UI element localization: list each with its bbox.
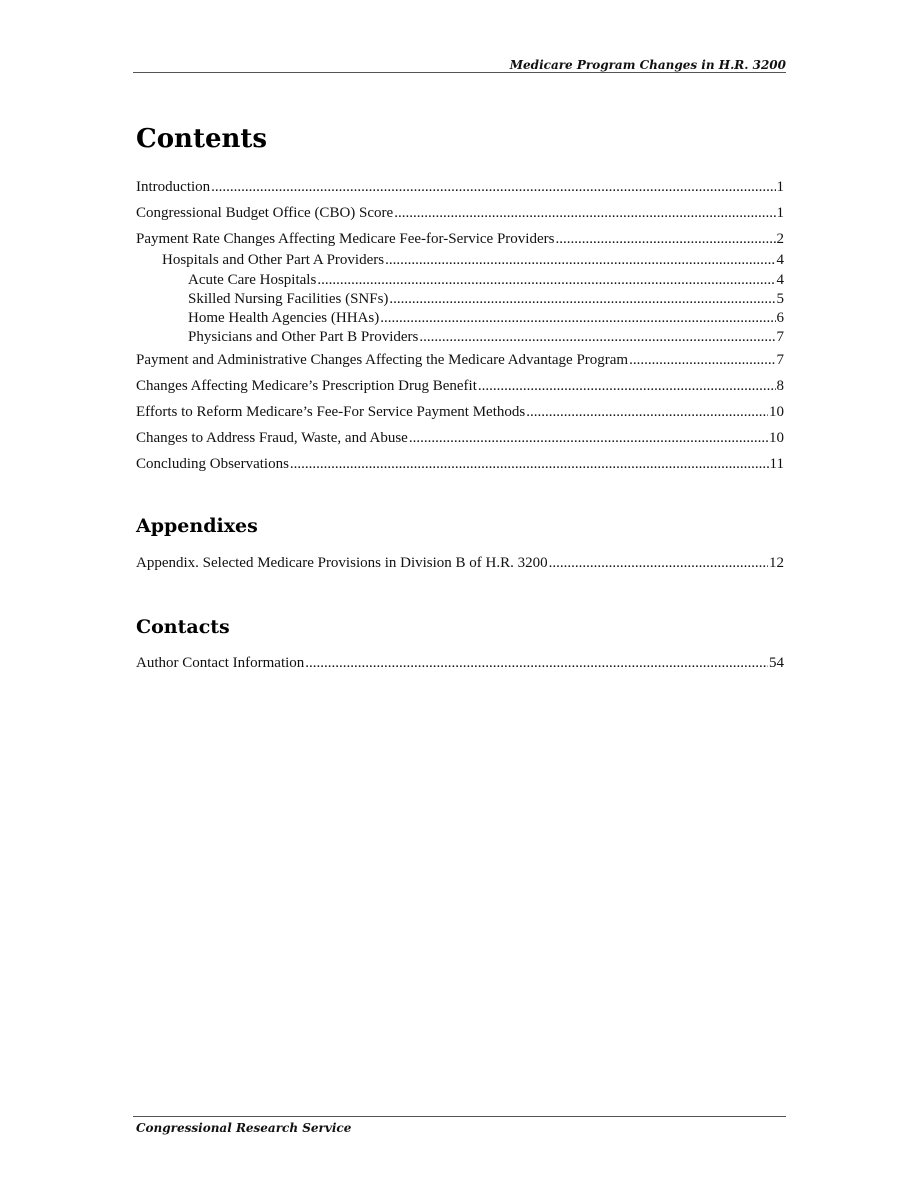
toc-entry-page: 7	[776, 352, 784, 368]
toc-entry[interactable]	[136, 429, 784, 455]
contacts-list	[136, 654, 784, 680]
toc-entry-title: Payment Rate Changes Affecting Medicare Fee-for-Service Providers	[136, 231, 555, 247]
toc-entry[interactable]	[136, 204, 784, 230]
dot-leader	[290, 455, 769, 473]
toc-entry[interactable]	[136, 403, 784, 429]
toc-entry[interactable]	[136, 230, 784, 251]
dot-leader	[629, 351, 775, 369]
toc-entry-page: 4	[776, 252, 784, 268]
toc-entry-title: Author Contact Information	[136, 655, 305, 671]
toc-subsubentry[interactable]	[136, 328, 784, 351]
toc-entry-page: 1	[776, 205, 784, 221]
running-footer: Congressional Research Service	[136, 1121, 352, 1135]
toc-entry-title: Concluding Observations	[136, 456, 289, 472]
toc-entry-title: Payment and Administrative Changes Affecting the Medicare Advantage Program	[136, 352, 629, 368]
contents-list	[136, 178, 784, 481]
toc-entry[interactable]	[136, 377, 784, 403]
dot-leader	[555, 230, 775, 248]
contacts-heading: Contacts	[136, 616, 230, 638]
dot-leader	[317, 271, 775, 289]
toc-entry-title: Introduction	[136, 179, 211, 195]
toc-entry[interactable]	[136, 554, 784, 580]
toc-entry-title: Congressional Budget Office (CBO) Score	[136, 205, 394, 221]
header-rule	[133, 72, 786, 73]
toc-entry-page: 10	[769, 404, 784, 420]
toc-entry-title: Appendix. Selected Medicare Provisions in Division B of H.R. 3200	[136, 555, 548, 571]
toc-entry-page: 4	[776, 272, 784, 288]
dot-leader	[305, 654, 768, 672]
toc-entry-title: Physicians and Other Part B Providers	[188, 329, 419, 345]
toc-entry-title: Changes to Address Fraud, Waste, and Abuse	[136, 430, 408, 446]
toc-entry-page: 8	[776, 378, 784, 394]
dot-leader	[409, 429, 768, 447]
contents-heading: Contents	[136, 124, 268, 154]
toc-subentry[interactable]	[136, 251, 784, 271]
toc-entry[interactable]	[136, 455, 784, 481]
appendixes-list	[136, 554, 784, 580]
toc-subsubentry[interactable]	[136, 290, 784, 309]
dot-leader	[549, 554, 768, 572]
running-header: Medicare Program Changes in H.R. 3200	[509, 58, 786, 72]
dot-leader	[380, 309, 775, 327]
toc-entry-page: 10	[769, 430, 784, 446]
toc-entry[interactable]	[136, 351, 784, 377]
toc-subsubentry[interactable]	[136, 271, 784, 290]
toc-entry-page: 1	[776, 179, 784, 195]
toc-entry-title: Home Health Agencies (HHAs)	[188, 310, 380, 326]
toc-entry-page: 2	[776, 231, 784, 247]
toc-entry[interactable]	[136, 654, 784, 680]
toc-entry-page: 11	[769, 456, 784, 472]
toc-entry-title: Changes Affecting Medicare’s Prescription Drug Benefit	[136, 378, 477, 394]
dot-leader	[385, 251, 775, 269]
footer-rule	[133, 1116, 786, 1117]
toc-entry-page: 6	[776, 310, 784, 326]
toc-entry-title: Hospitals and Other Part A Providers	[162, 252, 385, 268]
toc-subsubentry[interactable]	[136, 309, 784, 328]
dot-leader	[526, 403, 768, 421]
dot-leader	[478, 377, 776, 395]
dot-leader	[211, 178, 775, 196]
toc-entry-page: 12	[769, 555, 784, 571]
toc-entry-title: Skilled Nursing Facilities (SNFs)	[188, 291, 389, 307]
toc-entry-title: Efforts to Reform Medicare’s Fee-For Service Payment Methods	[136, 404, 526, 420]
dot-leader	[394, 204, 775, 222]
toc-entry-page: 7	[776, 329, 784, 345]
appendixes-heading: Appendixes	[136, 515, 258, 537]
toc-entry-page: 5	[776, 291, 784, 307]
toc-entry[interactable]	[136, 178, 784, 204]
toc-entry-title: Acute Care Hospitals	[188, 272, 317, 288]
dot-leader	[419, 328, 775, 346]
toc-entry-page: 54	[769, 655, 784, 671]
dot-leader	[389, 290, 775, 308]
